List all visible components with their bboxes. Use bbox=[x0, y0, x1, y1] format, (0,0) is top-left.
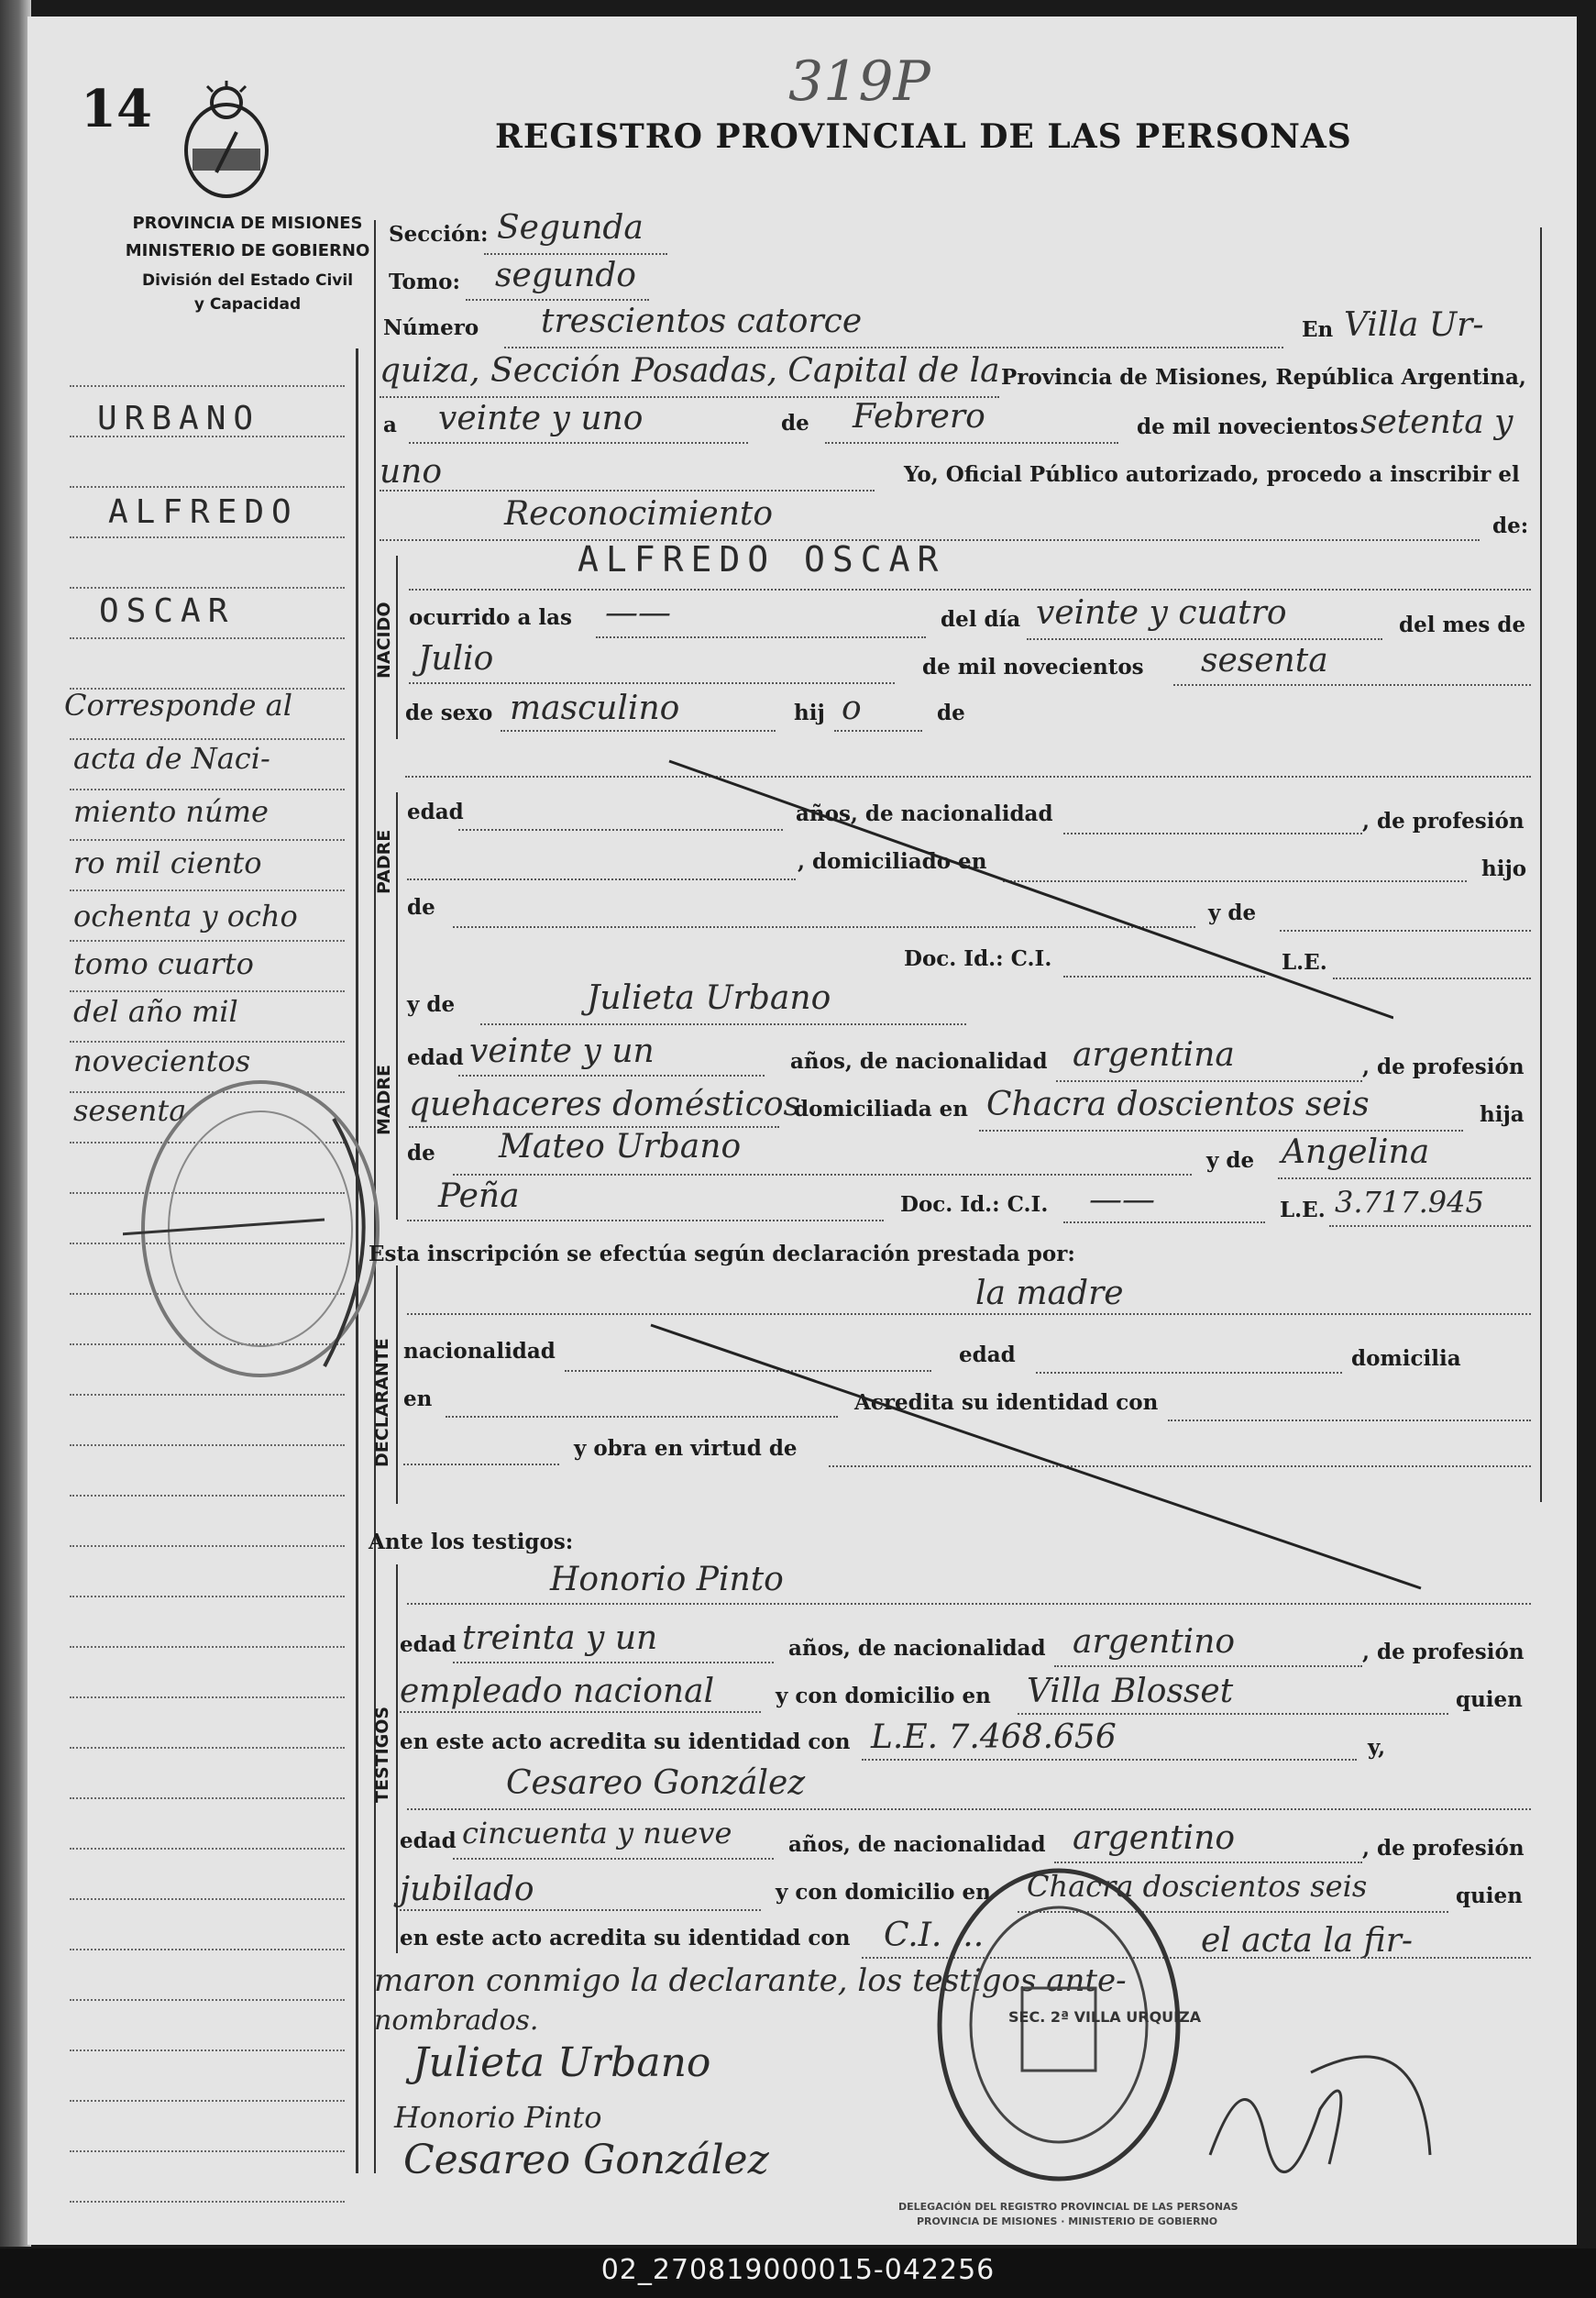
madre-madre-value-2: Peña bbox=[438, 1177, 520, 1215]
padre-de-label: de bbox=[407, 895, 435, 920]
testigo1-nombre: Honorio Pinto bbox=[550, 1561, 784, 1598]
declarante-obra-label: y obra en virtud de bbox=[574, 1436, 798, 1461]
testigo1-edad: treinta y un bbox=[462, 1619, 658, 1657]
margin-ruled-line bbox=[70, 1646, 345, 1648]
closing-line-1: el acta la fir- bbox=[1201, 1922, 1414, 1960]
margin-ruled-line bbox=[70, 637, 345, 639]
madre-le-value: 3.717.945 bbox=[1335, 1185, 1484, 1220]
anio-label: de mil novecientos bbox=[1137, 414, 1359, 439]
sexo-value: masculino bbox=[510, 690, 680, 727]
en-label: En bbox=[1302, 317, 1334, 342]
margin-surname: URBANO bbox=[97, 400, 261, 437]
t2-quien-label: quien bbox=[1456, 1884, 1523, 1908]
del-mes-label: del mes de bbox=[1399, 613, 1526, 637]
padre-edad-label: edad bbox=[407, 800, 464, 824]
madre-madre-value: Angelina bbox=[1282, 1133, 1430, 1171]
testigo2-nombre: Cesareo González bbox=[506, 1764, 806, 1802]
nacido-section-label: NACIDO bbox=[374, 602, 394, 679]
signature-declarante: Julieta Urbano bbox=[413, 2039, 711, 2086]
madre-nacionalidad-label: años, de nacionalidad bbox=[790, 1049, 1048, 1074]
main-right-border bbox=[1540, 227, 1542, 1502]
margin-ruled-line bbox=[70, 889, 345, 891]
t2-edad-label: edad bbox=[400, 1828, 457, 1853]
margin-ruled-line bbox=[70, 1797, 345, 1799]
tomo-label: Tomo: bbox=[389, 270, 460, 294]
del-dia-label: del día bbox=[941, 607, 1021, 632]
declarante-section-label: DECLARANTE bbox=[372, 1338, 392, 1467]
nacido-nombre: ALFREDO OSCAR bbox=[578, 539, 946, 580]
margin-ruled-line bbox=[70, 1999, 345, 2001]
declarante-acredita-label: Acredita su identidad con bbox=[854, 1390, 1159, 1415]
padre-nacionalidad-label: años, de nacionalidad bbox=[796, 801, 1053, 826]
madre-profesion-label: , de profesión bbox=[1362, 1055, 1524, 1079]
margin-ruled-line bbox=[70, 2100, 345, 2102]
testigo2-profesion: jubilado bbox=[400, 1871, 534, 1908]
madre-y-de-label: y de bbox=[407, 992, 456, 1017]
madre-domicilio-value: Chacra doscientos seis bbox=[986, 1086, 1370, 1123]
stamp-ring-text: DELEGACIÓN DEL REGISTRO PROVINCIAL DE LAS PERSONAS bbox=[898, 2201, 1238, 2213]
padre-profesion-label: , de profesión bbox=[1362, 809, 1524, 834]
margin-name-2: OSCAR bbox=[99, 592, 236, 630]
nacido-dia-value: veinte y cuatro bbox=[1036, 594, 1287, 632]
madre-domiciliada-label: domiciliada en bbox=[794, 1097, 968, 1121]
testigo1-profesion: empleado nacional bbox=[400, 1673, 715, 1710]
a-label: a bbox=[383, 413, 397, 437]
document-title: REGISTRO PROVINCIAL DE LAS PERSONAS bbox=[495, 117, 1352, 156]
header-division-2: y Capacidad bbox=[193, 295, 302, 314]
nacido-anio-value: sesenta bbox=[1201, 642, 1328, 679]
t2-profesion-label: , de profesión bbox=[1362, 1836, 1524, 1861]
seccion-value: Segunda bbox=[497, 209, 644, 247]
closing-line-3: nombrados. bbox=[374, 2005, 539, 2037]
margin-ruled-line bbox=[70, 536, 345, 538]
t2-nacionalidad-label: años, de nacionalidad bbox=[788, 1832, 1046, 1857]
margin-note-line: tomo cuarto bbox=[73, 946, 254, 981]
t1-domicilio-label: y con domicilio en bbox=[776, 1684, 991, 1708]
testigo2-edad: cincuenta y nueve bbox=[462, 1816, 732, 1851]
header-ministry: MINISTERIO DE GOBIERNO bbox=[125, 241, 370, 260]
ocurrido-label: ocurrido a las bbox=[409, 605, 572, 630]
declarante-en-label: en bbox=[403, 1387, 433, 1411]
stamp-ring-subtext: PROVINCIA DE MISIONES · MINISTERIO DE GOBIERNO bbox=[917, 2215, 1218, 2227]
madre-edad-value: veinte y un bbox=[469, 1033, 655, 1070]
declarante-intro: Esta inscripción se efectúa según declaración prestada por: bbox=[369, 1242, 1075, 1266]
madre-doc-value: —— bbox=[1089, 1181, 1155, 1219]
padre-doc-label: Doc. Id.: C.I. bbox=[904, 946, 1052, 971]
nacido-anio-label: de mil novecientos bbox=[922, 655, 1144, 679]
madre-profesion-value: quehaceres domésticos bbox=[409, 1086, 801, 1123]
margin-ruled-line bbox=[70, 1898, 345, 1900]
madre-padre-value: Mateo Urbano bbox=[499, 1128, 742, 1166]
t1-acredita-label: en este acto acredita su identidad con bbox=[400, 1729, 851, 1754]
declarante-edad-label: edad bbox=[959, 1342, 1016, 1367]
de2-label: de: bbox=[1492, 514, 1529, 538]
declarante-strike-line bbox=[642, 1320, 1430, 1596]
margin-ruled-line bbox=[70, 2201, 345, 2203]
margin-note-line: sesenta bbox=[73, 1093, 187, 1128]
margin-note-line: ochenta y ocho bbox=[73, 899, 298, 934]
hij-value: o bbox=[842, 690, 862, 727]
margin-note-line: ro mil ciento bbox=[73, 845, 262, 880]
t1-profesion-label: , de profesión bbox=[1362, 1640, 1524, 1664]
anio-value: setenta y bbox=[1360, 403, 1513, 441]
margin-note-line: miento núme bbox=[73, 794, 269, 829]
ocurrido-value: —— bbox=[605, 594, 671, 632]
margin-ruled-line bbox=[70, 839, 345, 841]
testigos-section-label: TESTIGOS bbox=[372, 1706, 392, 1803]
coat-of-arms-icon bbox=[180, 77, 273, 200]
declarante-nacionalidad-label: nacionalidad bbox=[403, 1339, 556, 1364]
declarante-domicilia-label: domicilia bbox=[1351, 1346, 1461, 1371]
oficial-text: Yo, Oficial Público autorizado, procedo a inscribir el bbox=[904, 462, 1520, 487]
nacido-de-label: de bbox=[937, 701, 965, 725]
testigo1-documento: L.E. 7.468.656 bbox=[871, 1718, 1117, 1756]
tomo-value: segundo bbox=[495, 257, 636, 294]
margin-ruled-line bbox=[70, 2150, 345, 2152]
margin-seal-stamp bbox=[123, 1064, 398, 1394]
madre-de-label: de bbox=[407, 1141, 435, 1166]
de-label: de bbox=[781, 411, 809, 436]
declarante-nombre-value: la madre bbox=[975, 1275, 1124, 1312]
signature-testigo-2: Cesareo González bbox=[403, 2137, 769, 2183]
t1-nacionalidad-label: años, de nacionalidad bbox=[788, 1636, 1046, 1661]
madre-nacionalidad-value: argentina bbox=[1073, 1036, 1235, 1074]
margin-ruled-line bbox=[70, 1545, 345, 1547]
testigo2-nacionalidad: argentino bbox=[1073, 1819, 1236, 1857]
madre-y-de2-label: y de bbox=[1206, 1148, 1255, 1173]
margin-note-line: del año mil bbox=[73, 994, 238, 1029]
t1-y-label: y, bbox=[1368, 1735, 1386, 1760]
signature-testigo-1: Honorio Pinto bbox=[394, 2100, 602, 2135]
margin-note-line: acta de Naci- bbox=[73, 741, 270, 776]
testigo2-domicilio: Chacra doscientos seis bbox=[1027, 1869, 1368, 1904]
hij-label: hij bbox=[794, 701, 825, 725]
margin-ruled-line bbox=[70, 789, 345, 790]
margin-ruled-line bbox=[70, 1444, 345, 1446]
margin-ruled-line bbox=[70, 1495, 345, 1497]
acto-value: Reconocimiento bbox=[504, 495, 774, 533]
header-province: PROVINCIA DE MISIONES bbox=[132, 214, 363, 233]
padre-section-label: PADRE bbox=[374, 829, 394, 894]
en-value: Villa Ur- bbox=[1344, 306, 1484, 344]
margin-name-1: ALFREDO bbox=[108, 493, 299, 531]
margin-ruled-line bbox=[70, 587, 345, 589]
madre-hija-label: hija bbox=[1480, 1102, 1524, 1127]
margin-ruled-line bbox=[70, 990, 345, 992]
testigo1-domicilio: Villa Blosset bbox=[1027, 1673, 1234, 1710]
padre-y-de-label: y de bbox=[1208, 900, 1257, 925]
sexo-label: de sexo bbox=[405, 701, 493, 725]
margin-ruled-line bbox=[70, 940, 345, 942]
seccion-label: Sección: bbox=[389, 222, 489, 247]
registry-number: 319P bbox=[788, 50, 930, 114]
margin-ruled-line bbox=[70, 486, 345, 488]
mes-value: Febrero bbox=[853, 398, 985, 436]
margin-ruled-line bbox=[70, 2049, 345, 2051]
margin-ruled-line bbox=[70, 1747, 345, 1749]
madre-section-label: MADRE bbox=[374, 1065, 394, 1135]
t1-quien-label: quien bbox=[1456, 1687, 1523, 1712]
madre-nombre-value: Julieta Urbano bbox=[587, 979, 831, 1017]
margin-ruled-line bbox=[70, 1696, 345, 1698]
padre-le-label: L.E. bbox=[1282, 950, 1327, 975]
t2-acredita-label: en este acto acredita su identidad con bbox=[400, 1926, 851, 1950]
dia-value: veinte y uno bbox=[438, 400, 644, 437]
t2-domicilio-label: y con domicilio en bbox=[776, 1880, 991, 1905]
official-signature bbox=[1192, 1999, 1467, 2182]
margin-ruled-line bbox=[70, 385, 345, 387]
margin-ruled-line bbox=[70, 1041, 345, 1043]
margin-ruled-line bbox=[70, 1394, 345, 1396]
stamp-center-text: SEC. 2ª VILLA URQUIZA bbox=[1008, 2008, 1202, 2026]
madre-doc-label: Doc. Id.: C.I. bbox=[900, 1192, 1049, 1217]
testigo1-nacionalidad: argentino bbox=[1073, 1623, 1236, 1661]
testigos-intro: Ante los testigos: bbox=[369, 1530, 574, 1554]
lugar-value: quiza, Sección Posadas, Capital de la bbox=[380, 352, 1000, 390]
header-division: División del Estado Civil bbox=[141, 271, 354, 290]
madre-le-label: L.E. bbox=[1280, 1198, 1326, 1222]
closing-line-2: maron conmigo la declarante, los testigos ante- bbox=[374, 1962, 1127, 1999]
padre-domiciliado-label: , domiciliado en bbox=[798, 849, 987, 874]
page-number: 14 bbox=[81, 79, 152, 139]
numero-label: Número bbox=[383, 315, 479, 340]
footer-id: 02_270819000015-042256 bbox=[600, 2254, 996, 2286]
margin-ruled-line bbox=[70, 738, 345, 740]
testigo2-documento: C.I. ... bbox=[884, 1917, 985, 1954]
nacido-mes-value: Julio bbox=[418, 640, 494, 678]
margin-note-line: novecientos bbox=[73, 1044, 251, 1078]
margin-ruled-line bbox=[70, 1949, 345, 1950]
margin-ruled-line bbox=[70, 1848, 345, 1850]
book-binding bbox=[0, 0, 31, 2247]
t1-edad-label: edad bbox=[400, 1632, 457, 1657]
numero-value: trescientos catorce bbox=[541, 303, 863, 340]
anio-value-2: uno bbox=[380, 453, 443, 491]
padre-hijo-label: hijo bbox=[1481, 856, 1527, 881]
provincia-text: Provincia de Misiones, República Argentina, bbox=[1001, 365, 1526, 390]
madre-edad-label: edad bbox=[407, 1045, 464, 1070]
margin-ruled-line bbox=[70, 1596, 345, 1597]
margin-note-line: Corresponde al bbox=[64, 688, 292, 723]
